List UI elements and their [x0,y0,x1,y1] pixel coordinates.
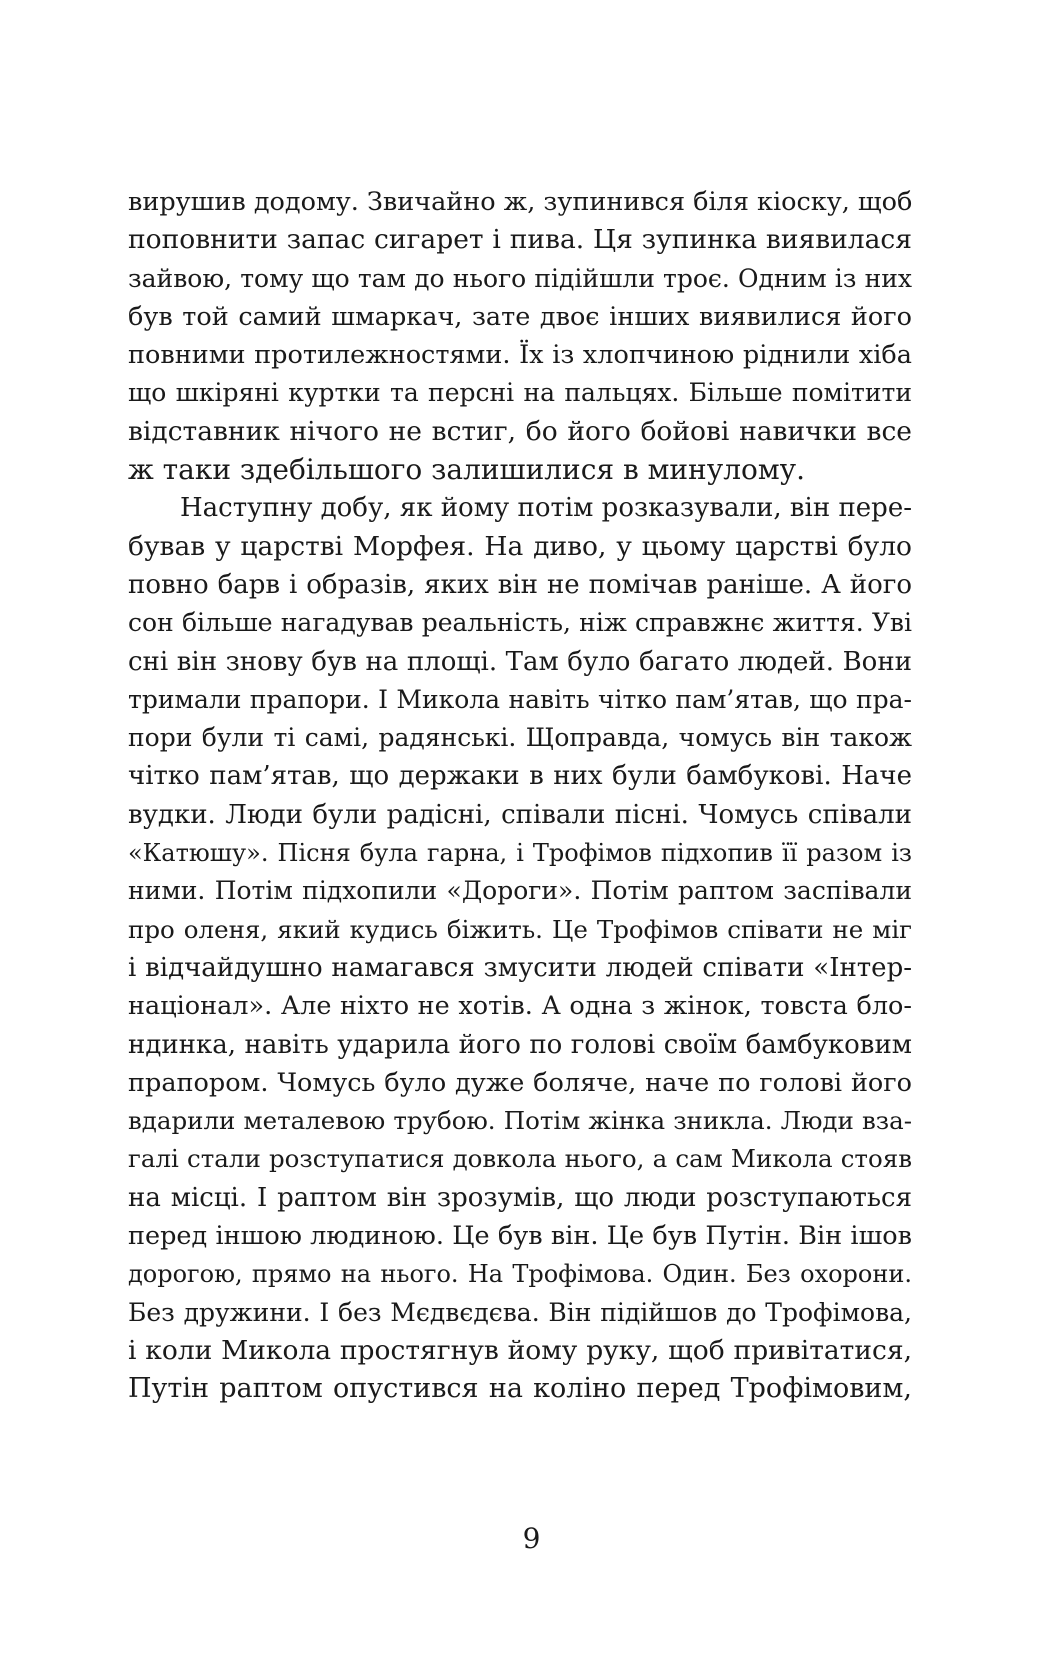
text-line: перед іншою людиною. Це був він. Це був Путін. Він ішов [128,1221,912,1252]
text-line: галі стали розступатися довкола нього, а сам Микола стояв [128,1144,912,1174]
text-line: про оленя, який кудись біжить. Це Трофімов співати не міг [128,914,912,944]
text-line: чітко пам’ятав, що держаки в них були бамбукові. Наче [128,761,912,792]
text-line: відставник нічого не встиг, бо його бойові навички все [128,415,912,447]
body-text [128,183,912,1409]
text-line: вудки. Люди були радісні, співали пісні. Чомусь співали [128,799,912,830]
text-line: повно барв і образів, яких він не помічав раніше. А його [128,569,912,600]
text-line: дорогою, прямо на нього. На Трофімова. Один. Без охорони. [128,1260,912,1289]
text-line: поповнити запас сигарет і пива. Ця зупинка виявилася [128,224,912,256]
text-line: і коли Микола простягнув йому руку, щоб привітатися, [128,1334,912,1366]
text-line: тримали прапори. І Микола навіть чітко пам’ятав, що пра- [128,684,912,714]
text-line: і відчайдушно намагався змусити людей співати «Інтер- [128,952,912,983]
text-line: пори були ті самі, радянські. Щоправда, чомусь він також [128,723,912,753]
text-line: сон більше нагадував реальність, ніж справжнє життя. Уві [128,608,912,638]
text-line: прапором. Чомусь було дуже боляче, наче по голові його [128,1067,912,1098]
text-line: ндинка, навіть ударила його по голові своїм бамбуковим [128,1029,912,1060]
text-line: на місці. І раптом він зрозумів, що люди розступаються [128,1182,912,1213]
text-line: «Катюшу». Пісня була гарна, і Трофімов підхопив її разом із [128,839,912,868]
text-line: Наступну добу, як йому потім розказували, він пере- [180,493,912,524]
text-line: націонал». Але ніхто не хотів. А одна з жінок, товста бло- [128,991,912,1022]
text-line: вирушив додому. Звичайно ж, зупинився біля кіоску, щоб [128,187,912,217]
text-line: бував у царстві Морфея. На диво, у цьому царстві було [128,530,912,562]
text-line: повними протилежностями. Їх із хлопчиною ріднили хіба [128,340,912,371]
text-line: був той самий шмаркач, зате двоє інших виявилися його [128,301,912,332]
text-line: вдарили металевою трубою. Потім жінка зникла. Люди вза- [128,1106,912,1136]
text-line: ж таки здебільшого залишилися в минулому. [128,453,805,487]
page-number: 9 [522,1522,541,1555]
text-line: сні він знову був на площі. Там було багато людей. Вони [128,646,912,677]
text-line: Путін раптом опустився на коліно перед Трофімовим, [128,1373,912,1405]
text-line: зайвою, тому що там до нього підійшли троє. Одним із них [128,263,912,293]
text-line: що шкіряні куртки та персні на пальцях. Більше помітити [128,378,912,408]
text-line: Без дружини. І без Мєдвєдєва. Він підійшов до Трофімова, [128,1297,912,1327]
text-line: ними. Потім підхопили «Дороги». Потім раптом заспівали [128,876,912,906]
